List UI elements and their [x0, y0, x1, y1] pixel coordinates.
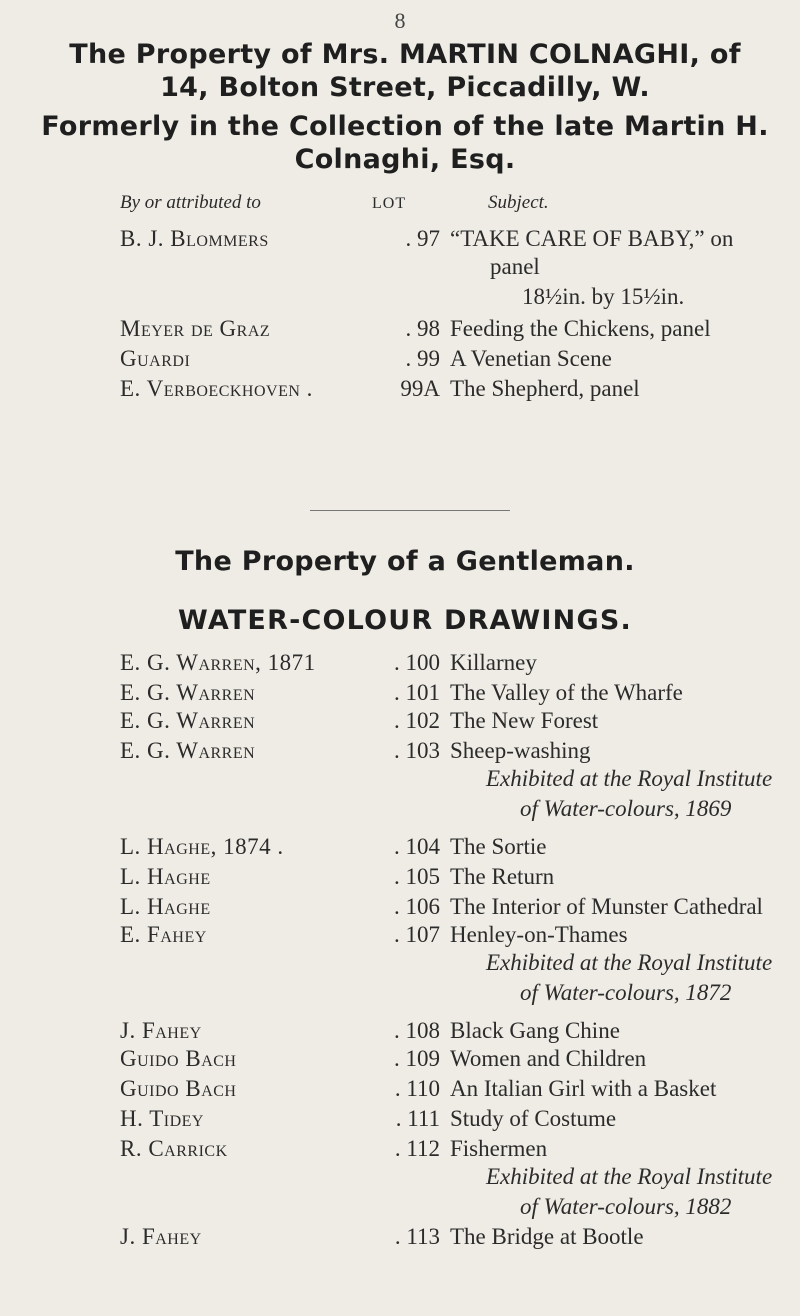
section1-subtitle	[20, 110, 790, 176]
exhibition-note: of Water-colours, 1872	[520, 980, 732, 1005]
lot-number: . 99	[405, 346, 440, 371]
subject-title: The Valley of the Wharfe	[450, 680, 683, 705]
page-number: 8	[394, 8, 406, 33]
table-row	[0, 894, 800, 924]
subject-title: Study of Costume	[450, 1106, 617, 1131]
subject-title: Black Gang Chine	[450, 1018, 620, 1043]
artist-name: E. Verboeckhoven .	[120, 376, 313, 401]
lot-number: . 110	[394, 1076, 440, 1101]
exhibition-note: Exhibited at the Royal Institute	[486, 1164, 773, 1189]
lot-number: . 100	[394, 650, 440, 675]
subject-continuation: panel	[490, 254, 540, 279]
artist-name: E. G. Warren, 1871	[120, 650, 316, 675]
lot-number: . 107	[394, 922, 440, 947]
subject-title: The Shepherd, panel	[450, 376, 640, 401]
table-row	[0, 680, 800, 710]
artist-name: R. Carrick	[120, 1136, 228, 1161]
table-row	[0, 316, 800, 346]
lot-number: . 101	[394, 680, 440, 705]
lot-number: . 102	[394, 708, 440, 733]
artist-name: Guido Bach	[120, 1046, 237, 1071]
exhibition-note: Exhibited at the Royal Institute	[486, 766, 773, 791]
artist-name: L. Haghe	[120, 864, 211, 889]
subject-title: The New Forest	[450, 708, 599, 733]
subject-title: An Italian Girl with a Basket	[450, 1076, 717, 1101]
subject-title: The Interior of Munster Cathedral	[450, 894, 763, 919]
table-row	[0, 1018, 800, 1048]
table-row	[0, 834, 800, 864]
table-row	[0, 650, 800, 680]
artist-name: Guardi	[120, 346, 191, 371]
subject-title: “TAKE CARE OF BABY,” on	[450, 226, 734, 251]
artist-name: J. Fahey	[120, 1018, 202, 1043]
table-row	[0, 376, 800, 406]
artist-name: E. G. Warren	[120, 738, 256, 763]
subject-dimensions: 18½in. by 15½in.	[522, 284, 685, 309]
table-row	[0, 1076, 800, 1106]
table-row	[0, 1136, 800, 1166]
section1-subtitle-line1: Formerly in the Collection of the late Martin H.	[41, 111, 769, 142]
lot-number: . 112	[394, 1136, 440, 1161]
artist-name: Guido Bach	[120, 1076, 237, 1101]
subject-title: Feeding the Chickens, panel	[450, 316, 711, 341]
table-row	[0, 1106, 800, 1136]
lot-number: . 111	[395, 1106, 440, 1131]
artist-name: H. Tidey	[120, 1106, 204, 1131]
section1-title-line1: The Property of Mrs. MARTIN COLNAGHI, of	[69, 39, 741, 70]
lot-number: . 105	[394, 864, 440, 889]
subject-title: Killarney	[450, 650, 537, 675]
table-row	[0, 708, 800, 738]
table-row	[0, 1224, 800, 1254]
lot-number: . 109	[394, 1046, 440, 1071]
table-row	[0, 284, 800, 314]
lot-number: 99A	[400, 376, 440, 401]
lot-number: . 104	[394, 834, 440, 859]
table-row	[0, 922, 800, 952]
subject-title: Women and Children	[450, 1046, 647, 1071]
artist-name: E. Fahey	[120, 922, 207, 947]
table-row	[0, 864, 800, 894]
subject-title: A Venetian Scene	[450, 346, 612, 371]
section1-title	[20, 38, 790, 104]
artist-name: E. G. Warren	[120, 680, 256, 705]
column-header-subject: Subject.	[488, 192, 549, 213]
subject-title: The Return	[450, 864, 555, 889]
artist-name: B. J. Blommers	[120, 226, 269, 251]
table-row	[0, 254, 800, 284]
section-divider	[310, 510, 510, 511]
artist-name: J. Fahey	[120, 1224, 202, 1249]
column-header-lot: LOT	[372, 195, 407, 212]
table-row	[0, 738, 800, 768]
subject-title: Fishermen	[450, 1136, 548, 1161]
lot-number: . 103	[394, 738, 440, 763]
table-row	[0, 1046, 800, 1076]
subject-title: Henley-on-Thames	[450, 922, 628, 947]
lot-number: . 108	[394, 1018, 440, 1043]
artist-name: L. Haghe, 1874 .	[120, 834, 284, 859]
subject-title: Sheep-washing	[450, 738, 591, 763]
section2-subtitle: WATER-COLOUR DRAWINGS.	[178, 605, 632, 636]
exhibition-note: of Water-colours, 1882	[520, 1194, 732, 1219]
table-row	[0, 346, 800, 376]
exhibition-note: Exhibited at the Royal Institute	[486, 950, 773, 975]
lot-number: . 97	[405, 226, 440, 251]
subject-title: The Sortie	[450, 834, 547, 859]
table-row	[0, 226, 800, 256]
lot-number: . 106	[394, 894, 440, 919]
column-header-artist: By or attributed to	[120, 192, 261, 213]
artist-name: E. G. Warren	[120, 708, 256, 733]
subject-title: The Bridge at Bootle	[450, 1224, 644, 1249]
section1-title-line2: 14, Bolton Street, Piccadilly, W.	[160, 72, 650, 103]
artist-name: Meyer de Graz	[120, 316, 271, 341]
lot-number: . 113	[394, 1224, 440, 1249]
section1-subtitle-line2: Colnaghi, Esq.	[294, 144, 516, 175]
section2-title: The Property of a Gentleman.	[175, 546, 635, 577]
exhibition-note: of Water-colours, 1869	[520, 796, 732, 821]
lot-number: . 98	[405, 316, 440, 341]
artist-name: L. Haghe	[120, 894, 211, 919]
